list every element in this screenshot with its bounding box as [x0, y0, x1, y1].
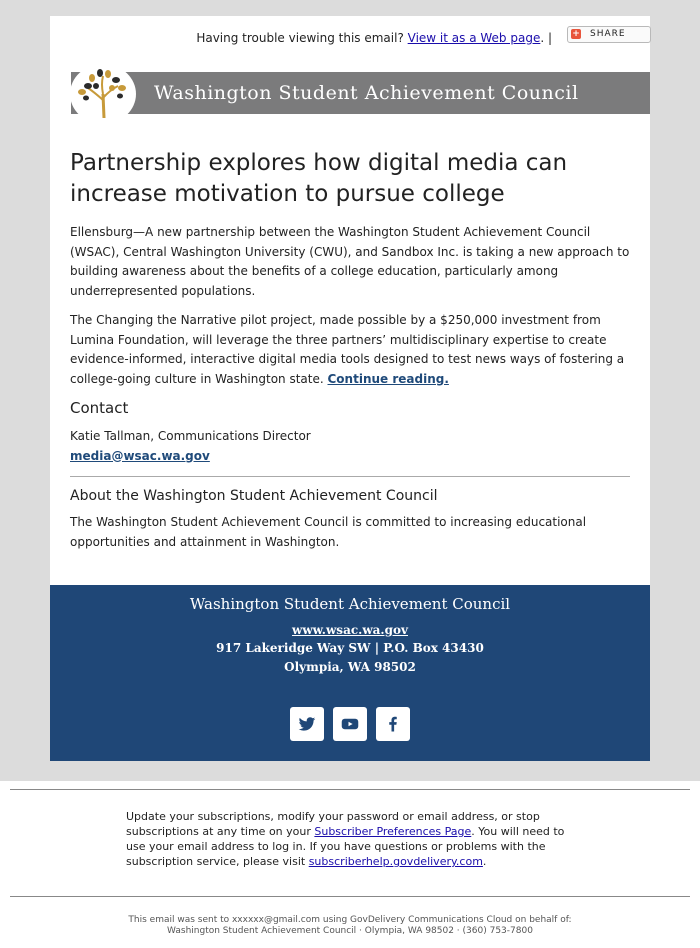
share-label: SHARE [590, 29, 626, 39]
article-paragraph-2 [70, 311, 630, 389]
contact-email-link[interactable]: media@wsac.wa.gov [70, 448, 210, 463]
subscription-text-2: . You will need to use your email address to log in. If you have questions or problems with the subscription service, please visit [126, 825, 565, 868]
youtube-icon [341, 715, 359, 733]
footer [50, 585, 650, 761]
facebook-icon [384, 715, 402, 733]
subscription-text-3: . [482, 855, 487, 868]
footer-org-name: Washington Student Achievement Council [189, 595, 511, 613]
header-banner [71, 72, 650, 114]
email-body [50, 16, 650, 761]
legal-line-2: Washington Student Achievement Council · Olympia, WA 98502 · (360) 753-7800 [167, 926, 533, 936]
wsac-logo [70, 64, 136, 124]
separator: . | [540, 31, 552, 45]
footer-website-link[interactable]: www.wsac.wa.gov [292, 623, 408, 637]
subscription-notice [126, 809, 586, 869]
article-content [70, 148, 630, 552]
banner-title: Washington Student Achievement Council [154, 82, 579, 104]
facebook-button[interactable] [376, 707, 410, 741]
subscription-text-1: Update your subscriptions, modify your password or email address, or stop subscriptions at any time on your [126, 810, 540, 838]
headline: Partnership explores how digital media can increase motivation to pursue college [70, 150, 568, 207]
twitter-icon [298, 715, 316, 733]
youtube-button[interactable] [333, 707, 367, 741]
contact-heading: Contact [70, 399, 129, 417]
footer-divider-bottom [10, 896, 690, 897]
view-as-web-page-link[interactable]: View it as a Web page [407, 31, 541, 45]
continue-reading-link[interactable]: Continue reading. [327, 371, 449, 386]
topbar [50, 16, 650, 72]
plus-icon: + [572, 29, 580, 39]
about-text: The Washington Student Achievement Council is committed to increasing educational opportunities and attainment in Washington. [70, 515, 587, 549]
subscriber-preferences-link[interactable]: Subscriber Preferences Page [314, 825, 472, 838]
subscriber-help-link[interactable]: subscriberhelp.govdelivery.com [308, 855, 483, 868]
legal-notice [0, 915, 700, 937]
legal-line-1: This email was sent to xxxxxx@gmail.com using GovDelivery Communications Cloud on behalf of: [128, 915, 572, 925]
about-heading: About the Washington Student Achievement Council [70, 488, 438, 504]
footer-address-line-1: 917 Lakeridge Way SW | P.O. Box 43430 [216, 641, 484, 655]
contact-name: Katie Tallman, Communications Director [70, 429, 311, 443]
article-paragraph-1: Ellensburg—A new partnership between the Washington Student Achievement Council (WSAC), Central Washington University (CWU), and Sandbox Inc. is taking a new approach to building awareness about the benefits of a college education, particularly among underrepresented populations. [70, 225, 630, 298]
tree-logo-icon [70, 64, 136, 124]
twitter-button[interactable] [290, 707, 324, 741]
footer-address-line-2: Olympia, WA 98502 [284, 660, 416, 674]
trouble-viewing-message [196, 31, 552, 45]
footer-divider-top [10, 789, 690, 790]
article-paragraph-2-text: The Changing the Narrative pilot project, made possible by a $250,000 investment from Lumina Foundation, will leverage the three partners’ multidisciplinary expertise to create evidence-informed, interactive digital media tools designed to test news ways of fostering a college-going culture in Washington state. [70, 313, 625, 386]
share-button[interactable] [567, 26, 651, 43]
trouble-text: Having trouble viewing this email? [196, 31, 404, 45]
